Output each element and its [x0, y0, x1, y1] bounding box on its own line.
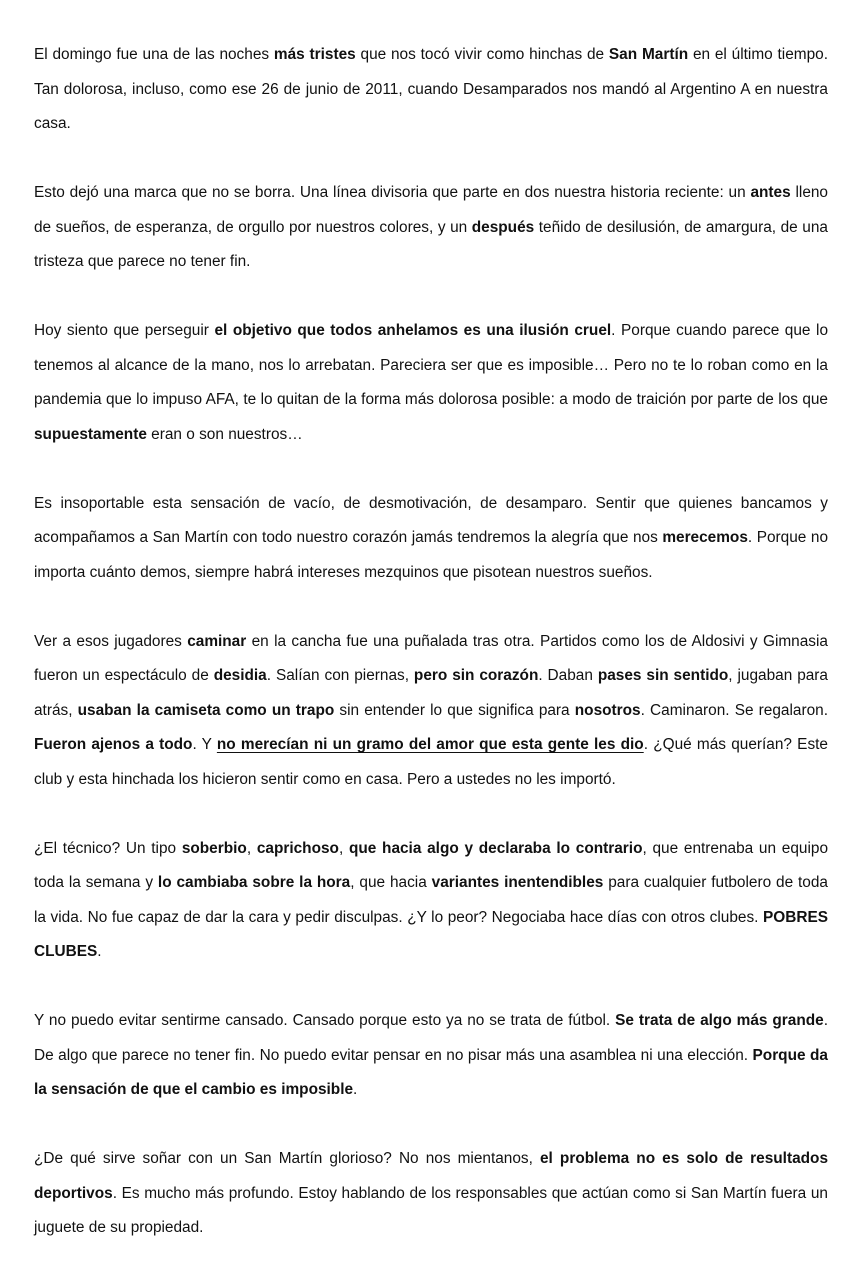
text-run: . De algo que parece no tener fin. No puedo evitar pensar en no pisar más una asamblea ni una elección.: [34, 1012, 828, 1064]
text-run: . Y: [192, 736, 217, 753]
text-run: eran o son nuestros…: [146, 425, 303, 443]
bold-text: POBRES CLUBES: [34, 908, 828, 960]
bold-text: caprichoso: [256, 839, 339, 857]
text-run: ,: [246, 839, 257, 857]
paragraph-7: [34, 1004, 828, 1108]
bold-text: Se trata de algo más grande: [615, 1012, 824, 1029]
text-run: . Es mucho más profundo. Estoy hablando de los responsables que actúan como si San Martín fuera un juguete de su propiedad.: [34, 1184, 828, 1236]
paragraph-6: [34, 832, 828, 970]
bold-text: merecemos: [662, 529, 748, 546]
bold-text: el problema no es solo de resultados deportivos: [34, 1150, 828, 1202]
text-run: .: [353, 1081, 358, 1098]
text-run: . Daban: [538, 667, 598, 684]
text-run: Esto dejó una marca que no se borra. Una línea divisoria que parte en dos nuestra historia reciente: un: [34, 184, 751, 201]
bold-text: pases sin sentido: [597, 667, 729, 684]
text-run: en el último tiempo. Tan dolorosa, incluso, como ese 26 de junio de 2011, cuando Desamparados nos mandó al Argentino A en nuestra casa.: [34, 46, 828, 132]
bold-text: Fueron ajenos a todo: [34, 736, 193, 753]
text-run: , que hacia: [350, 874, 432, 891]
bold-text: Porque da la sensación de que el cambio es imposible: [34, 1046, 828, 1098]
bold-text: el objetivo que todos anhelamos es una ilusión cruel: [214, 322, 612, 339]
bold-underlined-text: no merecían ni un gramo del amor que esta gente les dio: [216, 736, 644, 753]
bold-text: pero sin corazón: [413, 667, 539, 684]
text-run: que nos tocó vivir como hinchas de: [355, 46, 609, 63]
bold-text: variantes inentendibles: [431, 874, 604, 891]
text-run: ,: [338, 839, 349, 857]
text-run: El domingo fue una de las noches: [34, 46, 274, 63]
bold-text: después: [471, 218, 535, 236]
document-page: [34, 38, 828, 1280]
paragraph-5: [34, 625, 828, 798]
bold-text: nosotros: [574, 701, 641, 719]
text-run: . Porque no importa cuánto demos, siempre habrá intereses mezquinos que pisotean nuestros sueños.: [34, 529, 829, 581]
bold-text: caminar: [187, 632, 247, 650]
bold-text: supuestamente: [34, 425, 147, 443]
text-run: . ¿Qué más querían? Este club y esta hinchada los hicieron sentir como en casa. Pero a ustedes no les importó.: [34, 736, 828, 788]
text-run: Y no puedo evitar sentirme cansado. Cansado porque esto ya no se trata de fútbol.: [34, 1012, 616, 1029]
text-run: Es insoportable esta sensación de vacío, de desmotivación, de desamparo. Sentir que quienes bancamos y acompañamos a San Martín con todo nuestro corazón jamás tendremos la alegría que nos: [34, 494, 828, 546]
bold-text: San Martín: [608, 46, 689, 63]
text-run: sin entender lo que significa para: [334, 701, 575, 719]
bold-text: usaban la camiseta como un trapo: [77, 701, 335, 719]
bold-text: que hacia algo y declaraba lo contrario: [348, 839, 643, 857]
text-run: , que entrenaba un equipo toda la semana y: [34, 839, 828, 891]
text-run: para cualquier futbolero de toda la vida. No fue capaz de dar la cara y pedir disculpas. ¿Y lo peor? Negociaba hace días con otros clubes.: [34, 874, 828, 926]
text-run: . Caminaron. Se regalaron.: [640, 701, 828, 719]
text-run: ¿El técnico? Un tipo: [34, 839, 182, 857]
paragraph-4: [34, 487, 828, 591]
text-run: , jugaban para atrás,: [34, 667, 828, 719]
paragraph-3: [34, 314, 828, 452]
text-run: Ver a esos jugadores: [34, 632, 188, 650]
text-run: en la cancha fue una puñalada tras otra. Partidos como los de Aldosivi y Gimnasia fueron un espectáculo de: [34, 632, 828, 684]
bold-text: más tristes: [273, 46, 356, 63]
text-run: . Porque cuando parece que lo tenemos al alcance de la mano, nos lo arrebatan. Pareciera ser que es imposible… Pero no te lo roban como en la pandemia que lo impuso AFA, te lo quitan de la forma más dolorosa posible: a modo de traición por parte de los que: [34, 322, 829, 408]
paragraph-8: [34, 1142, 828, 1246]
text-run: . Salían con piernas,: [266, 667, 414, 684]
text-run: Hoy siento que perseguir: [34, 322, 215, 339]
bold-text: soberbio: [181, 839, 247, 857]
text-run: .: [97, 943, 102, 960]
bold-text: lo cambiaba sobre la hora: [157, 874, 351, 891]
paragraph-2: [34, 176, 828, 280]
paragraph-1: [34, 38, 828, 142]
text-run: ¿De qué sirve soñar con un San Martín glorioso? No nos mientanos,: [34, 1150, 540, 1167]
bold-text: antes: [750, 184, 791, 201]
bold-text: desidia: [213, 667, 267, 684]
text-run: teñido de desilusión, de amargura, de una tristeza que parece no tener fin.: [34, 218, 828, 270]
text-run: lleno de sueños, de esperanza, de orgullo por nuestros colores, y un: [34, 184, 828, 236]
